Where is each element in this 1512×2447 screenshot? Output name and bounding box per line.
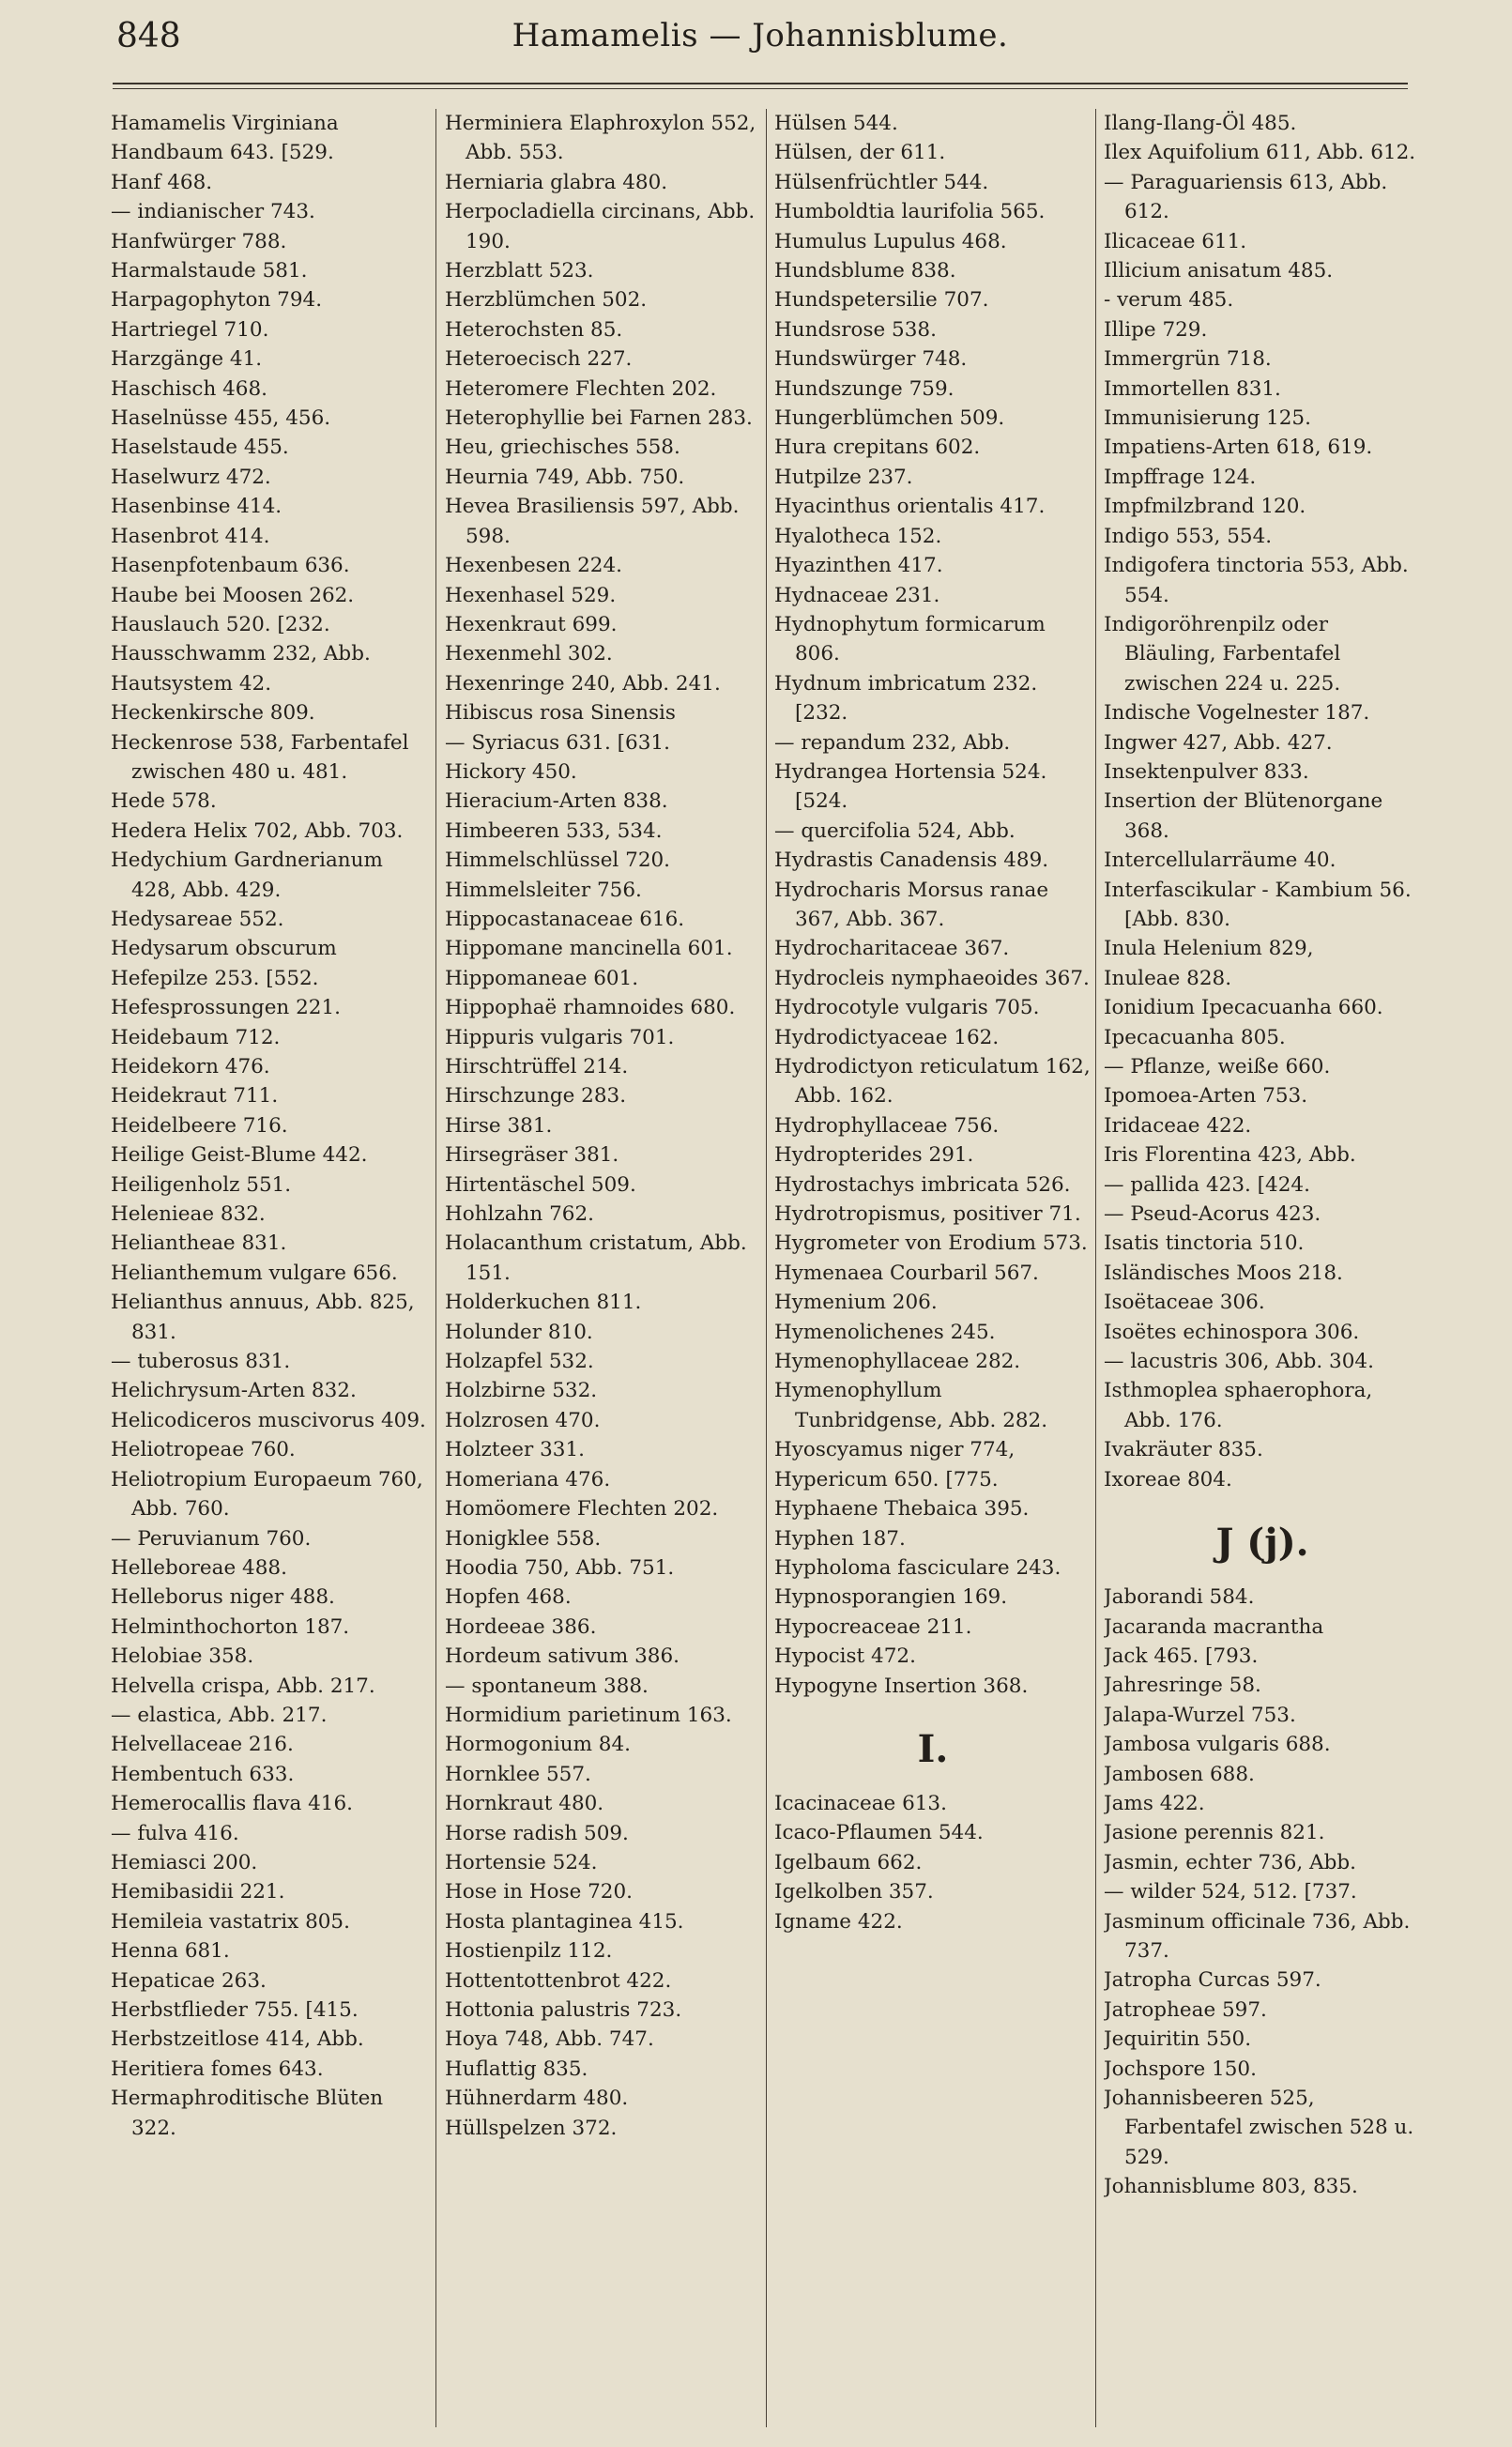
index-entry: Hortensie 524. <box>445 1850 598 1874</box>
index-entry: Hoodia 750, Abb. 751. <box>445 1555 675 1580</box>
index-entry: Hasenbrot 414. <box>111 524 270 548</box>
index-entry: Hexenmehl 302. <box>445 642 613 666</box>
index-entry: Hasenbinse 414. <box>111 495 283 519</box>
index-entry: Hydropterides 291. <box>774 1143 974 1168</box>
index-entry: Heterochsten 85. <box>445 317 623 342</box>
index-entry: Jequiritin 550. <box>1104 2027 1252 2052</box>
column-divider <box>435 109 436 2427</box>
index-entry: Helvellaceae 216. <box>111 1733 294 1757</box>
index-entry: Heritiera fomes 643. <box>111 2057 324 2081</box>
index-entry: Hirschtrüffel 214. <box>445 1055 629 1078</box>
index-entry: Herbstzeitlose 414, Abb. <box>111 2027 364 2052</box>
index-entry: Himmelschlüssel 720. <box>445 849 671 873</box>
index-entry: Hevea Brasiliensis 597, Abb. 598. <box>445 495 740 548</box>
index-entry: Hypocreaceae 211. <box>774 1614 972 1639</box>
index-entry: Hyazinthen 417. <box>774 554 943 578</box>
index-entry: Honigklee 558. <box>445 1526 602 1551</box>
index-entry: Ipecacuanha 805. <box>1104 1025 1286 1049</box>
index-entry: Harpagophyton 794. <box>111 288 323 313</box>
index-entry: Jochspore 150. <box>1104 2057 1257 2081</box>
index-entry: Hefepilze 253. [552. <box>111 966 319 990</box>
index-entry: Hieracium-Arten 838. <box>445 789 668 814</box>
index-entry: Ingwer 427, Abb. 427. <box>1104 730 1333 755</box>
index-entry: Heidebaum 712. <box>111 1025 281 1049</box>
index-entry: Hypericum 650. [775. <box>774 1467 999 1491</box>
index-entry: Hydrotropismus, positiver 71. <box>774 1202 1081 1227</box>
index-entry: Helobiae 358. <box>111 1644 254 1669</box>
index-entry: — Pseud-Acorus 423. <box>1104 1202 1321 1227</box>
index-entry: Ilicaceae 611. <box>1104 229 1247 253</box>
index-entry: Isländisches Moos 218. <box>1104 1261 1343 1285</box>
index-entry: Hede 578. <box>111 789 217 814</box>
index-entry: Heliotropeae 760. <box>111 1438 296 1462</box>
index-entry: Hygrometer von Erodium 573. <box>774 1231 1088 1256</box>
index-entry: Hartriegel 710. <box>111 317 269 342</box>
index-entry: Himbeeren 533, 534. <box>445 818 663 843</box>
index-entry: Hundszunge 759. <box>774 376 955 401</box>
index-entry: Humulus Lupulus 468. <box>774 229 1007 253</box>
index-entry: Hemibasidii 221. <box>111 1880 285 1904</box>
index-entry: Iris Florentina 423, Abb. <box>1104 1143 1356 1168</box>
index-entry: Helianthus annuus, Abb. 825, 831. <box>111 1291 415 1344</box>
index-entry: — Peruvianum 760. <box>111 1526 312 1551</box>
index-entry: Herzblümchen 502. <box>445 288 648 313</box>
index-entry: Hottonia palustris 723. <box>445 1998 682 2022</box>
index-entry: Indigo 553, 554. <box>1104 524 1273 548</box>
index-entry: Haschisch 468. <box>111 376 267 401</box>
index-entry: Helleborus niger 488. <box>111 1585 335 1610</box>
index-entry: Hamamelis Virginiana <box>111 112 339 135</box>
index-entry: Herzblatt 523. <box>445 259 594 283</box>
index-entry: Hordeeae 386. <box>445 1614 597 1639</box>
index-entry: Hefesprossungen 221. <box>111 996 341 1020</box>
index-entry: Humboldtia laurifolia 565. <box>774 200 1046 224</box>
index-entry: Hirse 381. <box>445 1113 553 1138</box>
index-entry: Jalapa-Wurzel 753. <box>1104 1703 1296 1727</box>
index-entry: Hoya 748, Abb. 747. <box>445 2027 654 2052</box>
index-entry: Jaborandi 584. <box>1104 1585 1255 1610</box>
index-entry: — fulva 416. <box>111 1821 239 1845</box>
index-entry: Hippomane mancinella 601. <box>445 937 733 961</box>
index-entry: Johannisbeeren 525, Farbentafel zwischen 528 u. 529. <box>1104 2087 1414 2169</box>
index-entry: Holzteer 331. <box>445 1438 585 1462</box>
index-entry: Impfmilzbrand 120. <box>1104 495 1306 519</box>
index-entry: Hexenhasel 529. <box>445 583 617 607</box>
index-entry: Hibiscus rosa Sinensis <box>445 701 676 726</box>
index-entry: Hormogonium 84. <box>445 1733 631 1757</box>
index-entry: — wilder 524, 512. [737. <box>1104 1880 1357 1904</box>
index-entry: Hypnosporangien 169. <box>774 1585 1008 1610</box>
index-entry: Hydnaceae 231. <box>774 583 940 607</box>
index-entry: Hymenophyllaceae 282. <box>774 1350 1021 1374</box>
index-entry: Holzbirne 532. <box>445 1379 598 1403</box>
index-entry: Johannisblume 803, 835. <box>1104 2175 1358 2199</box>
index-entry: Haselnüsse 455, 456. <box>111 406 331 431</box>
header-rule-thin <box>113 88 1408 89</box>
index-entry: Hühnerdarm 480. <box>445 2087 629 2111</box>
index-entry: Hülsenfrüchtler 544. <box>774 170 989 194</box>
index-entry: Hexenbesen 224. <box>445 554 622 578</box>
index-entry: Hydrocleis nymphaeoides 367. <box>774 966 1090 990</box>
index-entry: Intercellularräume 40. <box>1104 849 1336 873</box>
index-entry: Helianthemum vulgare 656. <box>111 1261 398 1285</box>
index-entry: Hura crepitans 602. <box>774 436 981 460</box>
header-rule <box>113 83 1408 84</box>
index-entry: Hüllspelzen 372. <box>445 2116 618 2140</box>
index-entry: Heidelbeere 716. <box>111 1113 288 1138</box>
index-entry: Handbaum 643. [529. <box>111 141 334 165</box>
index-entry: Illipe 729. <box>1104 317 1208 342</box>
index-entry: Hyacinthus orientalis 417. <box>774 495 1046 519</box>
index-entry: Hydrostachys imbricata 526. <box>774 1172 1071 1197</box>
index-entry: Hippuris vulgaris 701. <box>445 1025 675 1049</box>
index-entry: Homeriana 476. <box>445 1467 611 1491</box>
index-entry: Henna 681. <box>111 1939 230 1964</box>
page-number: 848 <box>116 17 181 55</box>
index-entry: Hydrodictyaceae 162. <box>774 1025 1000 1049</box>
index-entry: Hausschwamm 232, Abb. <box>111 642 371 666</box>
index-entry: Indigoröhrenpilz oder Bläuling, Farbentafel zwischen 224 u. 225. <box>1104 612 1341 696</box>
index-entry: Inula Helenium 829, <box>1104 937 1314 961</box>
index-entry: Hostienpilz 112. <box>445 1939 613 1964</box>
index-entry: Hülsen, der 611. <box>774 141 946 165</box>
index-entry: Hungerblümchen 509. <box>774 406 1005 431</box>
index-entry: Hasenpfotenbaum 636. <box>111 554 350 578</box>
index-entry: Hirsegräser 381. <box>445 1143 619 1168</box>
index-entry: Herminiera Elaphroxylon 552, Abb. 553. <box>445 112 756 165</box>
index-entry: Heurnia 749, Abb. 750. <box>445 465 685 489</box>
index-entry: Hemerocallis flava 416. <box>111 1792 353 1816</box>
index-entry: Jasmin, echter 736, Abb. <box>1104 1850 1356 1874</box>
index-entry: Jambosa vulgaris 688. <box>1104 1733 1331 1757</box>
index-entry: — tuberosus 831. <box>111 1350 291 1374</box>
index-entry: Holderkuchen 811. <box>445 1291 642 1315</box>
index-entry: Himmelsleiter 756. <box>445 878 642 902</box>
index-entry: Ilex Aquifolium 611, Abb. 612. <box>1104 141 1416 165</box>
index-entry: Hülsen 544. <box>774 112 898 135</box>
index-entry: Hymenolichenes 245. <box>774 1320 996 1344</box>
index-entry: Heckenkirsche 809. <box>111 701 315 726</box>
index-entry: Immortellen 831. <box>1104 376 1281 401</box>
index-entry: Hose in Hose 720. <box>445 1880 633 1904</box>
index-entry: Helichrysum-Arten 832. <box>111 1379 357 1403</box>
index-entry: Interfascikular - Kambium 56. [Abb. 830. <box>1104 878 1412 931</box>
index-entry: Helleboreae 488. <box>111 1555 287 1580</box>
index-entry: Isthmoplea sphaerophora, Abb. 176. <box>1104 1379 1373 1432</box>
index-entry: Ixoreae 804. <box>1104 1467 1232 1491</box>
index-entry: Helminthochorton 187. <box>111 1614 350 1639</box>
index-entry: Haube bei Moosen 262. <box>111 583 355 607</box>
index-entry: Harmalstaude 581. <box>111 259 308 283</box>
index-entry: Hypholoma fasciculare 243. <box>774 1555 1061 1580</box>
index-entry: Hundspetersilie 707. <box>774 288 989 313</box>
index-entry: Jams 422. <box>1104 1791 1205 1815</box>
index-entry: Heliantheae 831. <box>111 1231 287 1256</box>
index-entry: Haselwurz 472. <box>111 465 271 489</box>
index-entry: Hedera Helix 702, Abb. 703. <box>111 818 404 843</box>
index-entry: Heidekorn 476. <box>111 1055 270 1078</box>
index-entry: Heliotropium Europaeum 760, Abb. 760. <box>111 1467 423 1522</box>
index-entry: Jack 465. [793. <box>1104 1644 1259 1668</box>
index-entry: Hydrophyllaceae 756. <box>774 1113 1000 1138</box>
index-entry: Hydrangea Hortensia 524. [524. <box>774 759 1047 814</box>
index-entry: — elastica, Abb. 217. <box>111 1703 328 1727</box>
index-entry: Heilige Geist-Blume 442. <box>111 1143 368 1168</box>
index-entry: Icacinaceae 613. <box>774 1791 947 1815</box>
index-entry: Hypocist 472. <box>774 1644 916 1669</box>
index-entry: Hirschzunge 283. <box>445 1084 627 1109</box>
index-entry: Hydrastis Canadensis 489. <box>774 849 1049 873</box>
index-column-1 <box>111 109 428 2427</box>
index-entry: Hydnophytum formicarum 806. <box>774 612 1046 666</box>
index-entry: Isatis tinctoria 510. <box>1104 1231 1305 1256</box>
index-column-4 <box>1104 109 1421 2427</box>
index-entry: Haselstaude 455. <box>111 436 289 460</box>
index-entry: Hundswürger 748. <box>774 347 968 372</box>
index-entry: Hedysarum obscurum <box>111 937 337 961</box>
index-entry: Holacanthum cristatum, Abb. 151. <box>445 1231 747 1285</box>
index-entry: Huflattig 835. <box>445 2057 588 2081</box>
section-letter-heading: I. <box>917 1726 949 1771</box>
index-entry: Hippocastanaceae 616. <box>445 907 685 931</box>
index-entry: Heidekraut 711. <box>111 1084 279 1109</box>
index-entry: Hyphen 187. <box>774 1526 906 1551</box>
index-entry: Impatiens-Arten 618, 619. <box>1104 436 1373 460</box>
index-entry: — Syriacus 631. [631. <box>445 730 670 755</box>
index-entry: Ionidium Ipecacuanha 660. <box>1104 996 1383 1020</box>
index-entry: Herpocladiella circinans, Abb. 190. <box>445 200 756 253</box>
page-header <box>113 9 1408 66</box>
index-entry: Heiligenholz 551. <box>111 1172 292 1197</box>
index-entry: Heckenrose 538, Farbentafel zwischen 480 u. 481. <box>111 730 409 784</box>
index-entry: — quercifolia 524, Abb. <box>774 818 1016 843</box>
index-entry: Hordeum sativum 386. <box>445 1644 680 1669</box>
index-entry: Inuleae 828. <box>1104 966 1232 990</box>
index-columns <box>111 109 1416 2427</box>
index-entry: Isoëtes echinospora 306. <box>1104 1320 1360 1344</box>
index-entry: Hundsrose 538. <box>774 317 937 342</box>
index-entry: Hippomaneae 601. <box>445 966 639 990</box>
index-column-2 <box>445 109 762 2427</box>
running-head: Hamamelis — Johannisblume. <box>512 17 1009 54</box>
index-entry: Jatropha Curcas 597. <box>1104 1968 1321 1993</box>
index-entry: Helvella crispa, Abb. 217. <box>111 1674 375 1698</box>
index-entry: Ipomoea-Arten 753. <box>1104 1084 1308 1109</box>
index-column-3 <box>774 109 1092 2427</box>
index-entry: Hydrocharis Morsus ranae 367, Abb. 367. <box>774 878 1049 931</box>
index-entry: Hanfwürger 788. <box>111 229 287 253</box>
index-entry: — pallida 423. [424. <box>1104 1172 1310 1197</box>
index-entry: Heu, griechisches 558. <box>445 436 680 460</box>
index-entry: Hohlzahn 762. <box>445 1202 594 1227</box>
index-entry: Insertion der Blütenorgane 368. <box>1104 789 1383 843</box>
index-entry: Jacaranda macrantha <box>1104 1614 1324 1639</box>
index-entry: Heteroecisch 227. <box>445 347 633 372</box>
index-entry: Hippophaë rhamnoides 680. <box>445 996 736 1020</box>
index-entry: Jahresringe 58. <box>1104 1674 1261 1698</box>
index-entry: — indianischer 743. <box>111 200 315 224</box>
index-entry: Hyphaene Thebaica 395. <box>774 1497 1030 1522</box>
index-entry: Hymenium 206. <box>774 1291 938 1315</box>
index-entry: — spontaneum 388. <box>445 1674 649 1698</box>
index-entry: Holunder 810. <box>445 1320 593 1344</box>
index-entry: Immunisierung 125. <box>1104 406 1311 431</box>
index-entry: Hypogyne Insertion 368. <box>774 1674 1029 1698</box>
index-entry: Igelkolben 357. <box>774 1880 934 1904</box>
index-entry: Hymenaea Courbaril 567. <box>774 1261 1039 1285</box>
index-entry: Jasminum officinale 736, Abb. 737. <box>1104 1909 1411 1963</box>
index-entry: Hemileia vastatrix 805. <box>111 1909 350 1934</box>
index-entry: Hemiasci 200. <box>111 1850 258 1874</box>
index-entry: Hydrocharitaceae 367. <box>774 937 1010 961</box>
index-entry: Hauslauch 520. [232. <box>111 612 330 636</box>
index-entry: Hembentuch 633. <box>111 1762 295 1786</box>
index-entry: Hexenkraut 699. <box>445 612 618 636</box>
index-entry: Hedysareae 552. <box>111 907 284 931</box>
index-entry: Igelbaum 662. <box>774 1850 923 1874</box>
index-entry: Ivakräuter 835. <box>1104 1438 1263 1462</box>
column-divider <box>1095 109 1096 2427</box>
index-entry: Hedychium Gardnerianum 428, Abb. 429. <box>111 849 383 902</box>
index-entry: Hepaticae 263. <box>111 1968 267 1993</box>
index-entry: Hopfen 468. <box>445 1585 572 1610</box>
index-entry: Indigofera tinctoria 553, Abb. 554. <box>1104 554 1409 607</box>
index-entry: Hundsblume 838. <box>774 259 956 283</box>
index-entry: Heteromere Flechten 202. <box>445 376 717 401</box>
index-entry: Jambosen 688. <box>1104 1762 1255 1786</box>
index-entry: Hanf 468. <box>111 170 213 194</box>
index-entry: Hormidium parietinum 163. <box>445 1703 732 1727</box>
index-entry: Helenieae 832. <box>111 1202 266 1227</box>
index-entry: Hickory 450. <box>445 759 577 784</box>
section-letter-heading: J (j). <box>1215 1521 1309 1566</box>
index-entry: Immergrün 718. <box>1104 347 1272 372</box>
index-entry: Igname 422. <box>774 1909 903 1934</box>
index-entry: Hutpilze 237. <box>774 465 913 489</box>
index-entry: Hornkraut 480. <box>445 1792 604 1816</box>
index-entry: Hydrocotyle vulgaris 705. <box>774 996 1040 1020</box>
index-entry: Holzapfel 532. <box>445 1350 594 1374</box>
index-entry: — Pflanze, weiße 660. <box>1104 1055 1331 1078</box>
index-entry: Hornklee 557. <box>445 1762 591 1786</box>
index-entry: Isoëtaceae 306. <box>1104 1291 1265 1315</box>
index-entry: Hyoscyamus niger 774, <box>774 1438 1016 1462</box>
index-entry: Jatropheae 597. <box>1104 1997 1267 2022</box>
index-entry: Hydrodictyon reticulatum 162, Abb. 162. <box>774 1055 1091 1109</box>
index-entry: Hydnum imbricatum 232. [232. <box>774 671 1038 726</box>
index-entry: - verum 485. <box>1104 288 1234 313</box>
index-entry: Holzrosen 470. <box>445 1408 601 1432</box>
index-entry: Harzgänge 41. <box>111 347 263 372</box>
index-entry: Hexenringe 240, Abb. 241. <box>445 671 721 696</box>
index-entry: Horse radish 509. <box>445 1821 629 1845</box>
index-entry: Herbstflieder 755. [415. <box>111 1998 359 2022</box>
index-entry: Jasione perennis 821. <box>1104 1821 1325 1845</box>
index-entry: Hosta plantaginea 415. <box>445 1909 684 1934</box>
index-entry: Illicium anisatum 485. <box>1104 259 1334 283</box>
index-entry: Hautsystem 42. <box>111 671 272 696</box>
index-entry: — lacustris 306, Abb. 304. <box>1104 1350 1374 1374</box>
index-entry: Hyalotheca 152. <box>774 524 942 548</box>
index-entry: Indische Vogelnester 187. <box>1104 701 1370 726</box>
index-entry: Hottentottenbrot 422. <box>445 1968 672 1993</box>
index-entry: Hirtentäschel 509. <box>445 1172 636 1197</box>
index-entry: Impffrage 124. <box>1104 465 1257 489</box>
index-entry: Helicodiceros muscivorus 409. <box>111 1408 426 1432</box>
index-entry: Iridaceae 422. <box>1104 1113 1252 1138</box>
index-entry: — repandum 232, Abb. <box>774 730 1011 755</box>
index-entry: Heterophyllie bei Farnen 283. <box>445 406 753 431</box>
index-entry: Herniaria glabra 480. <box>445 170 668 194</box>
column-divider <box>766 109 767 2427</box>
index-entry: Hymenophyllum Tunbridgense, Abb. 282. <box>774 1379 1048 1432</box>
index-entry: Icaco-Pflaumen 544. <box>774 1821 984 1845</box>
index-entry: Ilang-Ilang-Öl 485. <box>1104 112 1297 135</box>
index-entry: Homöomere Flechten 202. <box>445 1497 719 1522</box>
index-entry: Hermaphroditische Blüten 322. <box>111 2087 384 2140</box>
index-entry: Insektenpulver 833. <box>1104 759 1309 784</box>
index-entry: — Paraguariensis 613, Abb. 612. <box>1104 170 1388 224</box>
